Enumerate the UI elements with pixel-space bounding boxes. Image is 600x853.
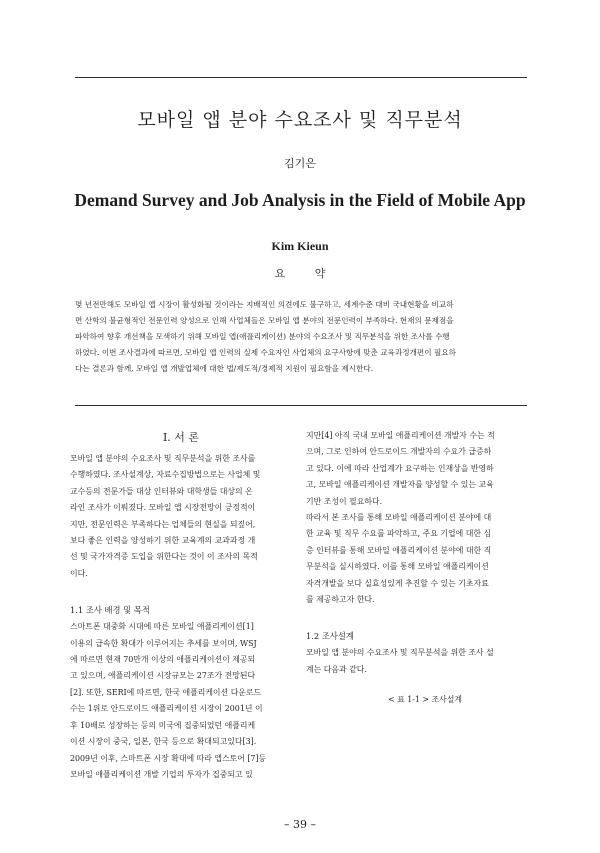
body-line: 기반 조성이 필요하다.	[306, 496, 383, 506]
body-line: 이다.	[70, 568, 88, 578]
subsection-heading-survey-design: 1.2 조사설계	[306, 631, 354, 642]
body-line: 선 및 국가자격증 도입을 위한다는 것이 이 조사의 목적	[70, 552, 258, 562]
abstract-body	[75, 297, 527, 377]
body-line: 스마트폰 대중화 시대에 따른 모바일 애플리케이션[1]	[70, 622, 254, 632]
body-line: 층 인터뷰를 통해 모바일 애플리케이션 분야에 대한 직	[306, 545, 492, 555]
author-name-korean: 김기은	[284, 157, 316, 170]
body-line: 보다 좋은 인력을 양성하기 위한 교육계의 교과과정 개	[70, 536, 256, 546]
abstract-line: 파악하여 향후 개선책을 모색하기 위해 모바일 앱(애플리케이션) 분야의 수요조사 및 직무분석을 위한 조사를 수행	[75, 332, 450, 341]
page-number: – 39 –	[284, 818, 316, 831]
body-line: 모바일 애플리케이션 개발 기업의 투자가 집중되고 있	[70, 769, 253, 779]
body-line: 자격개발을 보다 실효성있게 추진할 수 있는 기초자료	[306, 578, 489, 588]
body-line: 계는 다음과 같다.	[306, 664, 367, 674]
body-line: 고 있다. 이에 따라 산업계가 요구하는 인재상을 반영하	[306, 463, 494, 473]
author-name-english: Kim Kieun	[271, 239, 329, 253]
body-line: 에 따르면 현재 70만개 이상의 애플리케이션이 제공되	[70, 655, 256, 665]
body-line: 모바일 앱 분야의 수요조사 및 직무분석을 위한 조사 설	[306, 648, 494, 658]
body-line: 라인 조사가 이뤄졌다. 모바일 앱 시장전망이 긍정적이	[70, 503, 256, 513]
body-line: 무분석을 실시하였다. 이를 통해 모바일 애플리케이션	[306, 562, 489, 572]
right-column	[306, 428, 532, 709]
body-line: 후 10배로 성장하는 등의 미국에 집중되었던 애플리케	[70, 720, 256, 730]
body-line: [2]. 또한, SERI에 따르면, 한국 애플리케이션 다운로드	[70, 687, 262, 697]
body-line: 한 교육 및 직무 수요를 파악하고, 주요 기업에 대한 심	[306, 529, 492, 539]
spacer	[306, 678, 532, 692]
table-caption: < 표 1-1 > 조사설계	[387, 695, 463, 705]
body-line: 지만[4] 아직 국내 모바일 애플리케이션 개발자 수는 적	[306, 431, 495, 440]
body-line: 교수등의 전문가들 대상 인터뷰와 대학생들 대상의 온	[70, 486, 253, 496]
body-line: 고, 모바일 애플리케이션 개발자를 양성할 수 있는 교육	[306, 480, 494, 490]
body-line: 를 제공하고자 한다.	[306, 595, 375, 605]
body-line: 모바일 앱 분야의 수요조사 및 직무분석을 위한 조사를	[70, 454, 256, 463]
body-line: 이션 시장이 중국, 일본, 한국 등으로 확대되고있다[3].	[70, 737, 257, 747]
body-line: 이용의 급속한 확대가 이루어지는 추세를 보이며, WSJ	[70, 638, 257, 648]
spacer	[70, 582, 292, 602]
paper-title-english: Demand Survey and Job Analysis in the Field of Mobile App	[74, 190, 526, 210]
body-line: 따라서 본 조사를 통해 모바일 애플리케이션 분야에 대	[306, 513, 492, 523]
left-column	[70, 428, 292, 783]
spacer	[306, 608, 532, 628]
body-line: 으며, 그로 인하여 안드로이드 개발자의 수요가 급증하	[306, 447, 492, 457]
subsection-heading-background: 1.1 조사 배경 및 목적	[70, 605, 150, 616]
section-heading-introduction: Ⅰ. 서 론	[162, 431, 200, 444]
body-line: 수행하였다. 조사설계상, 자료수집방법으로는 사업체 및	[70, 470, 261, 480]
abstract-line: 하였다. 이번 조사결과에 따르면, 모바일 앱 인력의 실제 수요자인 사업체의 요구사항에 맞춘 교육과정개편이 필요하	[75, 348, 456, 357]
abstract-line: 몇 년전만해도 모바일 앱 시장이 활성화될 것이라는 지배적인 의견에도 불구하고, 세계수준 대비 국내현황을 비교하	[75, 300, 454, 309]
abstract-heading: 요 약	[274, 267, 326, 280]
paper-title-korean: 모바일 앱 분야 수요조사 및 직무분석	[137, 109, 463, 131]
abstract-line: 다는 결론과 함께, 모바일 앱 개발업체에 대한 법/제도적/경제적 지원이 필요함을 제시한다.	[75, 364, 374, 373]
abstract-line: 면 산학의 불균형적인 전문인력 양성으로 인해 사업체들은 모바일 앱 분야의 전문인력이 부족하다. 현재의 문제점을	[75, 316, 454, 325]
abstract-bottom-rule	[75, 405, 527, 406]
body-line: 지만, 전문인력은 부족하다는 업체들의 현실을 되짚어,	[70, 519, 256, 529]
body-line: 2009년 이후, 스마트폰 시장 확대에 따라 앱스토어 [7]등	[70, 753, 267, 763]
top-rule	[75, 77, 527, 78]
body-line: 고 있으며, 애플리케이션 시장규모는 27조가 전망된다	[70, 671, 256, 681]
body-line: 수는 1위로 안드로이드 애플리케이션 시장이 2001년 이	[70, 704, 263, 714]
